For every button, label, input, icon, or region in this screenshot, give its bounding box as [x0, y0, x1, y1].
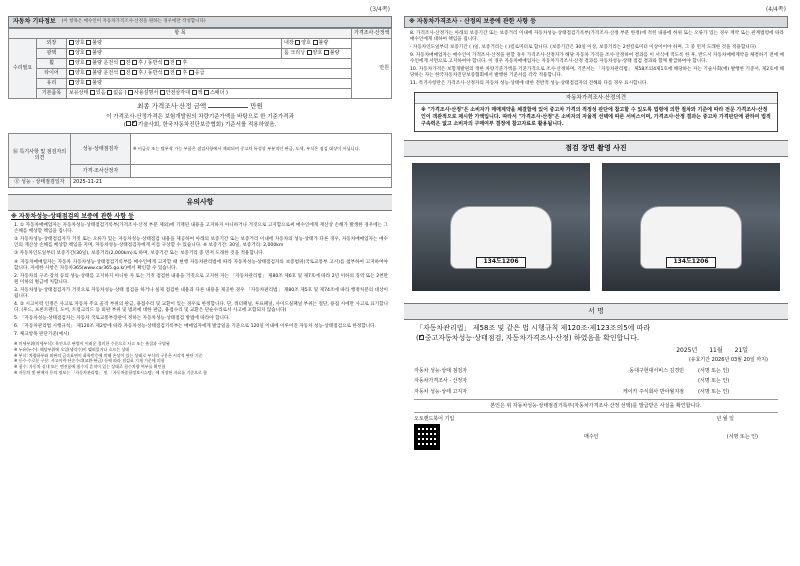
final-price-row — [8, 99, 392, 112]
sign-month: 11월 — [709, 347, 723, 355]
note-3: 3. 자동차성능·상태점검자가 거짓으로 자동차성능·상태 점검을 하거나 실제 점검한 내용과 다른 내용을 제공한 경우 「자동차관리법」 제80조 제5호 및 제74조에 따라 행정처분의 대상이 됩니다. — [14, 287, 388, 299]
option-label: 불량 — [92, 40, 102, 47]
option-label: 동반석 — [147, 70, 163, 77]
price-statement — [8, 112, 392, 131]
option-label: 전 — [125, 60, 131, 67]
sign-year: 2025년 — [676, 347, 698, 355]
special-label: ⑯ 특기사항 및 점검자의 의견 — [9, 133, 71, 177]
option-label: 없음 — [113, 90, 123, 97]
note-9: 9. 자동차매매업자는 매수인이 가격조사·산정을 원할 경우 가격조사·산정자가 해당 자동차 가격을 조사·산정하여 결과를 이 서식에 적도록 한 후, 반드시 자동차매매계약을 체결하기 전에 매수인에게 서면으로 고지하여야 합니다. 이 경우 자동차매매업자는 자동차가격조사·산정 결과를 자동차성능·상태 점검 결과와 함께 발급하여야 합니다. — [410, 53, 784, 65]
checkbox[interactable] — [204, 90, 209, 95]
qr-block — [414, 416, 474, 450]
option-label: 양호 — [301, 40, 311, 47]
option-label: 동반석 — [147, 60, 163, 67]
option-label: 안전삼각대 — [165, 90, 190, 97]
checkbox[interactable] — [132, 70, 137, 75]
checkbox-checked[interactable] — [419, 335, 424, 340]
checkbox[interactable] — [86, 50, 91, 55]
option-label: 후 — [182, 70, 188, 77]
checkbox[interactable] — [128, 90, 133, 95]
opinion-text: ※ "가격조사·산정"은 소비자가 매매계약을 체결함에 있어 중고차 가격의 적정성 판단에 참고할 수 있도록 법령에 의한 절차와 기준에 따라 전문 가격조사·산정인이 객관적으로 제시한 가액입니다. 따라서 "가격조사·산정"은 소비자의 자율적 선택에 따른 서비스이며, 가격조사·산정 결과는 중고차 가격판단에 관하여 법적 구속력은 없고 소비자의 구매여부 결정에 참고자료로 활용됩니다. — [421, 107, 771, 128]
note-1-3: ③ 자동차인도일부터 보증기간(30일), 보증거리(2,000km)로 하며, 보증기간 또는 보증거리 중 먼저 도래한 것을 적용합니다. — [14, 251, 265, 257]
buyer-block — [404, 413, 788, 450]
note-8: 8. 가격조사·산정가는 아래의 보증기간 또는 보증거리 이내에 자동차성능·상태점검기록부(가격조사·산정 부분 한정)에 적힌 내용에 허위 또는 오류가 있는 경우 계약 또는 관계법령에 따라 매수인에게 대하여 책임을 집니다. — [410, 31, 784, 43]
sign-statement-1: 「자동차관리법」 제58조 및 같은 법 시행규칙 제120조·제123조의5에 따라 — [416, 323, 651, 332]
signer-row — [414, 366, 778, 376]
checkbox[interactable] — [107, 90, 112, 95]
note-8-sub: · 자동차인도일부터 보증기간 ( )일, 보증거리는 ( )킬로미터로 합니다. (보증기간은 30일 이상, 보증거리는 2천킬로미터 이상이어야 하며, 그 중 먼저 도래한 것을 적용합니다) — [410, 45, 756, 51]
signature-field[interactable]: (서명 또는 인) — [698, 388, 730, 395]
basic-items-options: 보유상태 있음 없음 ( 사용설명서 안전삼각대 잭 스패너 ) — [67, 89, 352, 99]
sign-statement-2: (✓ 중고자동차성능·상태점검, 자동차가격조사·산정) 하였음을 확인합니다. — [416, 334, 776, 344]
checkbox[interactable] — [189, 70, 194, 75]
qr-code-icon[interactable] — [414, 424, 440, 450]
checkbox[interactable] — [176, 60, 181, 65]
criteria-3: ※ 부식: 차량하부와 외판의 금속표면이 화학반응에 의해 손상이 있는 상태로 부식의 구분은 시각적 판단 기준 — [14, 352, 203, 358]
option-label: 스패너 — [209, 90, 225, 97]
price-guarantee-header — [404, 16, 788, 28]
option-label: 잭 — [197, 90, 203, 97]
exterior-options — [67, 39, 282, 49]
signer-label: 자동차 성능·상태 점검자 — [414, 368, 468, 375]
signer-org — [534, 378, 684, 384]
photo-row — [404, 157, 788, 291]
glass-label: 유리 — [37, 79, 67, 89]
tire-label: 타이어 — [37, 69, 67, 79]
option-label: 양호 — [75, 50, 85, 57]
room-clean-options — [282, 49, 352, 59]
inspection-photo-front — [412, 163, 590, 291]
repair-group-label: 수리필요 — [9, 39, 37, 99]
signer-row — [414, 376, 778, 386]
option-label: 후 — [138, 70, 143, 77]
checkbox[interactable] — [176, 70, 181, 75]
room-clean-label: 룸 크리닝 — [284, 50, 305, 57]
exterior-label: 외장 — [37, 39, 67, 49]
option-label: 양호 — [75, 40, 85, 47]
option-label: 운전석 — [103, 70, 119, 77]
checkbox[interactable] — [313, 40, 318, 45]
glass-options — [67, 79, 352, 89]
license-plate: 134도1206 — [476, 257, 526, 269]
option-label: 양호 — [75, 60, 85, 67]
option-label: 있음 — [95, 90, 106, 97]
checkbox[interactable] — [120, 60, 125, 65]
left-page — [8, 6, 392, 554]
note-2: 2. 자동차의 구조·장치 등의 성능·상태를 고지하지 아니한 자 또는 거짓 점검한 내용을 거짓으로 고지한 자는 「자동차관리법」 제80조 제6호 및 제7호에 따라 2년 이하의 징역 또는 2천만원 이하의 벌금에 처합니다. — [14, 273, 388, 285]
signer-org: 케이카 주식회사 반야월지점 — [622, 388, 684, 395]
sign-date — [404, 343, 788, 355]
buyer-date: 년 월 일 — [716, 416, 734, 423]
sign-statement — [404, 320, 788, 344]
notice-title: 유의사항 — [8, 194, 392, 211]
checkbox[interactable] — [86, 60, 91, 65]
checkbox[interactable] — [164, 70, 169, 75]
gloss-options — [67, 49, 282, 59]
buyer-sign-area — [474, 416, 778, 450]
checkbox[interactable] — [126, 121, 131, 126]
note-4: 4. ② 시고이력 인정은 사고로 자동차 주요 골격 부위의 판금, 용접수리 및 교환이 있는 경우로 한정합니다. 단, 쿼터패널, 루프패널, 사이드실패널 부위는 절단, 용접 시에만 사고로 표기합니다. (후드, 프론트펜더, 도어, 트렁크리드 등 외판 부위 및 범퍼에 대한 판금, 용접수리 및 교환은 단순수리로서 사고에 포함되지 않습니다) — [14, 301, 388, 313]
signer-rows — [404, 366, 788, 413]
sign-title: 서 명 — [404, 303, 788, 320]
option-label: 응급 — [194, 70, 205, 77]
signature-field[interactable]: (서명 또는 인) — [698, 378, 730, 385]
interior-label: 내장 — [284, 40, 294, 47]
unit-won: 만원 — [379, 65, 389, 72]
wheel-options: 양호 불량 운전석 전 후 / 동반석 전 후 — [67, 59, 352, 69]
interior-options — [282, 39, 352, 49]
header-item: 항 목 — [9, 29, 352, 39]
criteria-notes — [8, 340, 392, 375]
page-number: (4/4쪽) — [765, 6, 786, 13]
option-label: 운전석 — [103, 60, 119, 67]
sign-day: 21일 — [734, 347, 748, 355]
checkbox[interactable] — [295, 40, 300, 45]
signer-org: 동대구현대서비스 김경민 — [629, 368, 684, 375]
note-11: 11. 특기사항란은 가격조사·산정자의 자동차 성능·상태에 대한 전반적 성능·상태점검자의 견해와 다를 경우 표시합니다. — [410, 81, 648, 87]
valid-until: (유효기간 2026년 03월 20일 까지) — [688, 356, 768, 363]
note-1-4: ④ 자동차매매업자는 자동차 자동차성능·상태점검기록부를 매수인에게 고지할 때 현행 자동차관리법에 따라 자동차성능·상태점검자의 보증범위(국토교통부 고시)를 첨부하여 고지하여야 합니다. 자세한 사항은 자동차365(www.car365.go.kr)에서 확인할 수 있습니다. — [14, 259, 388, 271]
checkbox[interactable] — [86, 80, 91, 85]
sign-statement-text: 중고자동차성능·상태점검, 자동차가격조사·산정) 하였음을 확인합니다. — [424, 333, 640, 342]
checkbox[interactable] — [307, 50, 312, 55]
other-info-header — [8, 16, 392, 28]
option-label: 불량 — [92, 80, 102, 87]
option-label: 전 — [125, 70, 131, 77]
criteria-5: ※ 침수: 자동차 실내 또는 엔진룸에 침수의 흔적이 있는 상태로 침수차량 여부를 확인함 — [14, 364, 166, 370]
option-label: 후 — [138, 60, 143, 67]
checkbox[interactable] — [69, 50, 74, 55]
criteria-2: ※ 누유(누수): 해당부위에 오일(냉각수)이 맺혀있거나 흐르는 상태 — [14, 346, 130, 352]
signer-label: 자동차 성능·상태 고지자 — [414, 388, 468, 395]
checkbox[interactable] — [120, 70, 125, 75]
signature-field[interactable]: (서명 또는 인) — [698, 368, 730, 375]
option-label: 사용설명서 — [134, 90, 159, 97]
option-label: 불량 — [92, 60, 102, 67]
inspection-photo-rear — [602, 163, 780, 291]
criteria-4: ※ 등수·수로분 구분: 사고이력·단순수리(교환·판금) 등에 따라 점검표 기재 기준에 의함 — [14, 358, 165, 364]
note-10: 10. 자동차가격은 보험개발원의 정한 차량기준가액을 기준가격으로 조사·산정하며, 기본서는 「자동차관리법」 제58조의4제1호에 해당하는 자는 기술사회(예) 발행한 기준서, 제2호에 해당하는 자는 한국자동차진단보증협회에서 발행한 기준서를 각각 적용합니다. — [410, 67, 784, 79]
opinion-title: 자동차가격조사·산정의견 — [415, 93, 777, 105]
tire-options: 양호 불량 운전석 전 후 / 동반석 전 후 응급 — [67, 69, 352, 79]
online-issue-label: 오토핸드북어 기입 — [414, 416, 455, 423]
wheel-label: 휠 — [37, 59, 67, 69]
note-7: 7. 체크항목 판단기준(예시) — [14, 332, 70, 338]
option-label: 양호 — [312, 50, 323, 57]
final-price-unit: 만원 — [250, 102, 263, 110]
option-label: 불량 — [318, 40, 329, 47]
criteria-1: ※ 미세부위(미세부식): 육안으로 판별이 어려운 경미한 수준으로 사고 또는 흠집과 구별됨 — [14, 341, 170, 347]
date-value: 2025-11-21 — [71, 177, 392, 187]
checkbox[interactable] — [164, 60, 169, 65]
license-plate: 134도1206 — [666, 257, 716, 269]
checkbox[interactable] — [69, 70, 74, 75]
photo-title: 점검 장면 촬영 사진 — [404, 140, 788, 157]
checkbox[interactable] — [132, 60, 137, 65]
right-page — [404, 6, 788, 554]
option-label: 불량 — [92, 70, 102, 77]
buyer-label: 매수인 — [584, 434, 599, 441]
opinion-box — [414, 92, 778, 133]
price-checker-label: 가격·조사산정자 — [71, 165, 131, 178]
option-label: 불량 — [92, 50, 102, 57]
checkbox[interactable] — [69, 60, 74, 65]
price-checker-field[interactable] — [131, 165, 392, 178]
checkbox[interactable] — [86, 40, 91, 45]
repair-table — [8, 28, 392, 99]
option-label: 불량 — [329, 50, 340, 57]
option-label: 양호 — [75, 80, 85, 87]
checkbox[interactable] — [192, 90, 197, 95]
page-number: (3/4쪽) — [369, 6, 390, 13]
checkbox[interactable] — [86, 70, 91, 75]
confirm-text: 본인은 위 자동차성능·상태점검기록부(자동차가격조사·산정 선택)를 발급받은 사실을 확인합니다. — [414, 399, 778, 413]
buyer-row — [474, 422, 778, 440]
note-1-2: ② 자동차성능·상태점검자가 거짓 또는 오류가 있는 자동차성능·상태점검 내용을 제공하여 아래의 보증기간 또는 보증거리 이내에 자동차의 성능·상태가 다른 경우, 자동차매매업자는 매수인의 재산상 손해를 배상할 책임을 지며, 자동차성능·상태점검자에게 이를 구상할 수 있습니다. ※ 보증기간: 30일, 보증거리: 2,000km — [14, 237, 388, 249]
final-price-field[interactable] — [208, 107, 248, 108]
checkbox[interactable] — [160, 90, 165, 95]
checkbox[interactable] — [90, 90, 95, 95]
gloss-label: 광택 — [37, 49, 67, 59]
signer-label: 자동차가격조사 · 산정자 — [414, 378, 468, 385]
statement-line-2: (✓ 기술사회, 한국자동차진단보증협회) 기준서를 적용하였음. — [18, 122, 382, 129]
perf-label: 성능·상태점검자 — [71, 133, 131, 164]
section-title: 자동차 기타정보 — [13, 18, 56, 26]
basic-items-label: 기본품목 — [37, 89, 67, 99]
option-label: 양호 — [75, 70, 85, 77]
option-label: 전 — [169, 60, 175, 67]
section-title: ※ 자동차가격조사 · 산정의 보증에 관한 사항 등 — [409, 18, 537, 26]
repair-price — [352, 39, 392, 99]
notice-notes — [8, 222, 392, 338]
final-price-label: 최종 가격조사·산정 금액 — [137, 102, 207, 110]
special-table — [8, 133, 392, 188]
price-notes — [404, 28, 788, 88]
signer-row — [414, 387, 778, 397]
header-price: 가격조사·산정액 — [352, 29, 392, 39]
date-label: ⑰ 성능 · 상태점검일자 — [9, 177, 71, 187]
checkbox[interactable] — [69, 80, 74, 85]
buyer-signature-field[interactable]: (서명 또는 인) — [726, 434, 758, 441]
section-note: (이 항목은 매수인이 자동차가격조사·산정을 원하는 경우에만 작성합니다) — [61, 19, 206, 25]
note-1: 1. ① 자동차매매업자는 자동차성능·상태점검기록부(가격조사·산정 부분 제외)에 기재된 내용을 고지하지 아니하거나 거짓으로 고지함으로써 매수인에게 재산상 손해가 발생한 경우에는 그 손해를 배상할 책임을 집니다. — [14, 223, 388, 235]
note-5: 5. 「자동차성능·상태점검자는 자동차 국토교통부장관이 정하는 자동차성능·상태점검 방법에 따라야 합니다. — [14, 316, 230, 322]
checkbox[interactable] — [69, 40, 74, 45]
statement-text: 기술사회, 한국자동차진단보증협회) 기준서를 적용하였음. — [137, 121, 277, 128]
checkbox-checked[interactable] — [132, 121, 137, 126]
notice-header: ※ 자동차성능·상태점검의 보증에 관한 사항 등 — [11, 212, 134, 220]
statement-line-1: 이 가격조사·산정가격은 보험개발원의 차량기준가액을 바탕으로 한 기준가격과 — [106, 114, 294, 121]
holding-status: 보유상태 — [69, 90, 89, 97]
note-6: 6. 「자동차관리법 시행규칙」 제120조 제2항에 따라 자동차성능·상태점검기록부는 매매업자에게 발급일을 기준으로 120일 이내에 이루어진 자동차 성능·상태점검으로 한정합니다. — [14, 324, 377, 330]
criteria-6: ※ 자동차 및 판매자 등의 정보는 「자동차관리법」 및 「자동차종합정보시스템」에 저장된 자료를 기준으로 함 — [14, 369, 208, 375]
option-label: 전 — [169, 70, 175, 77]
option-label: 후 — [182, 60, 188, 67]
special-note: ※ 비금속 또는 탈부착 가능 부품은 점검사항에서 제외되며 중고차 특성상 부분적인 판금, 도색, 부식은 점검 대상이 아닙니다. — [131, 133, 392, 164]
checkbox[interactable] — [324, 50, 329, 55]
